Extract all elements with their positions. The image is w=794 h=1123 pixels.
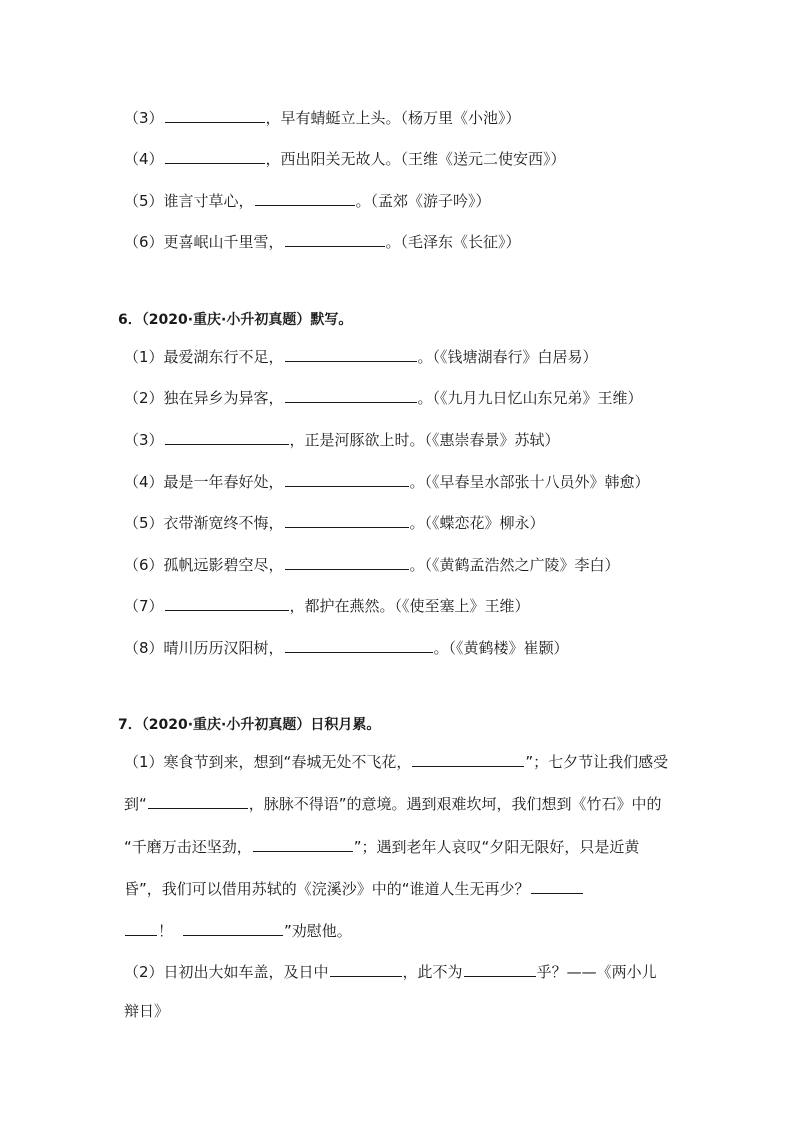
item-label: （5）衣带渐宽终不悔， xyxy=(124,514,284,532)
section-6-heading: 6．（2020·重庆·小升初真题）默写。 xyxy=(118,312,353,328)
s7-p1-line2 xyxy=(124,792,662,815)
s5-item-4 xyxy=(124,147,566,170)
item-label: （6）孤帆远影碧空尽， xyxy=(124,556,284,574)
item-text: ，正是河豚欲上时。（《惠崇春景》苏轼） xyxy=(289,431,560,449)
text: （2）日初出大如车盖，及日中 xyxy=(124,963,329,981)
text: ”；七夕节让我们感受 xyxy=(525,753,669,771)
answer-blank[interactable] xyxy=(255,189,355,206)
text: ”劝慰他。 xyxy=(284,922,352,940)
answer-blank[interactable] xyxy=(165,428,289,445)
item-label: （2）独在异乡为异客， xyxy=(124,389,284,407)
s6-item-8 xyxy=(124,636,569,659)
text: ，此不为 xyxy=(402,963,463,981)
text: 辩日》 xyxy=(124,1002,170,1020)
answer-blank[interactable] xyxy=(412,750,524,767)
item-label: （6）更喜岷山千里雪， xyxy=(124,233,284,251)
s6-item-1 xyxy=(124,345,598,368)
answer-blank[interactable] xyxy=(148,792,248,809)
item-text: ，都护在燕然。（《使至塞上》王维） xyxy=(289,597,530,615)
answer-blank[interactable] xyxy=(464,960,536,977)
item-text: 。（《蝶恋花》柳永） xyxy=(409,514,545,532)
answer-blank[interactable] xyxy=(285,386,417,403)
item-label: （4） xyxy=(124,150,164,168)
text: “千磨万击还坚劲， xyxy=(124,838,252,856)
s5-item-5 xyxy=(124,189,491,212)
item-label: （3） xyxy=(124,109,164,127)
section-7-heading: 7．（2020·重庆·小升初真题）日积月累。 xyxy=(118,717,381,733)
s6-item-3 xyxy=(124,428,560,451)
item-label: （5）谁言寸草心， xyxy=(124,192,254,210)
answer-blank[interactable] xyxy=(253,835,353,852)
answer-blank[interactable] xyxy=(165,106,265,123)
s6-item-2 xyxy=(124,386,643,409)
item-text: 。（孟郊《游子吟》） xyxy=(355,192,491,210)
item-label: （3） xyxy=(124,431,164,449)
item-label: （4）最是一年春好处， xyxy=(124,473,284,491)
answer-blank[interactable] xyxy=(285,636,433,653)
item-label: （7） xyxy=(124,597,164,615)
item-text: 。（毛泽东《长征》） xyxy=(385,233,521,251)
answer-blank[interactable] xyxy=(285,345,417,362)
text: ”；遇到老年人哀叹“夕阳无限好，只是近黄 xyxy=(353,838,640,856)
answer-blank[interactable] xyxy=(165,147,265,164)
item-text: 。（《九月九日忆山东兄弟》王维） xyxy=(417,389,643,407)
item-text: 。（《黄鹤孟浩然之广陵》李白） xyxy=(409,556,620,574)
item-text: 。（《钱塘湖春行》白居易） xyxy=(417,348,598,366)
s5-item-6 xyxy=(124,230,521,253)
answer-blank[interactable] xyxy=(330,960,402,977)
text: ，脉脉不得语”的意境。遇到艰难坎坷，我们想到《竹石》中的 xyxy=(248,795,662,813)
item-label: （8）晴川历历汉阳树， xyxy=(124,639,284,657)
text: 昏”，我们可以借用苏轼的《浣溪沙》中的“谁道人生无再少？ xyxy=(124,880,530,898)
item-text: 。（《黄鹤楼》崔颢） xyxy=(433,639,569,657)
s7-p2-line2 xyxy=(124,1000,169,1022)
answer-blank[interactable] xyxy=(285,470,409,487)
text: （1）寒食节到来，想到“春城无处不飞花， xyxy=(124,753,412,771)
answer-blank[interactable] xyxy=(183,919,283,936)
text: 到“ xyxy=(124,795,147,813)
text: 乎？——《两小儿 xyxy=(536,963,657,981)
item-label: （1）最爱湖东行不足， xyxy=(124,348,284,366)
answer-blank[interactable] xyxy=(165,594,289,611)
s6-item-7 xyxy=(124,594,530,617)
text: ！ xyxy=(158,922,174,940)
s7-p1-line4 xyxy=(124,877,584,900)
s6-item-6 xyxy=(124,553,620,576)
answer-blank[interactable] xyxy=(285,230,385,247)
s7-p1-line3 xyxy=(124,835,639,858)
s7-p1-line1 xyxy=(124,750,668,773)
item-text: ，西出阳关无故人。（王维《送元二使安西》） xyxy=(265,150,566,168)
answer-blank[interactable] xyxy=(531,877,583,894)
answer-blank[interactable] xyxy=(285,553,409,570)
s5-item-3 xyxy=(124,106,521,129)
answer-blank[interactable] xyxy=(125,919,157,936)
item-text: ，早有蜻蜓立上头。（杨万里《小池》） xyxy=(265,109,521,127)
s6-item-4 xyxy=(124,470,650,493)
answer-blank[interactable] xyxy=(285,511,409,528)
s7-p2-line1 xyxy=(124,960,657,983)
s7-p1-line5 xyxy=(124,919,352,942)
item-text: 。（《早春呈水部张十八员外》韩愈） xyxy=(409,473,650,491)
s6-item-5 xyxy=(124,511,545,534)
